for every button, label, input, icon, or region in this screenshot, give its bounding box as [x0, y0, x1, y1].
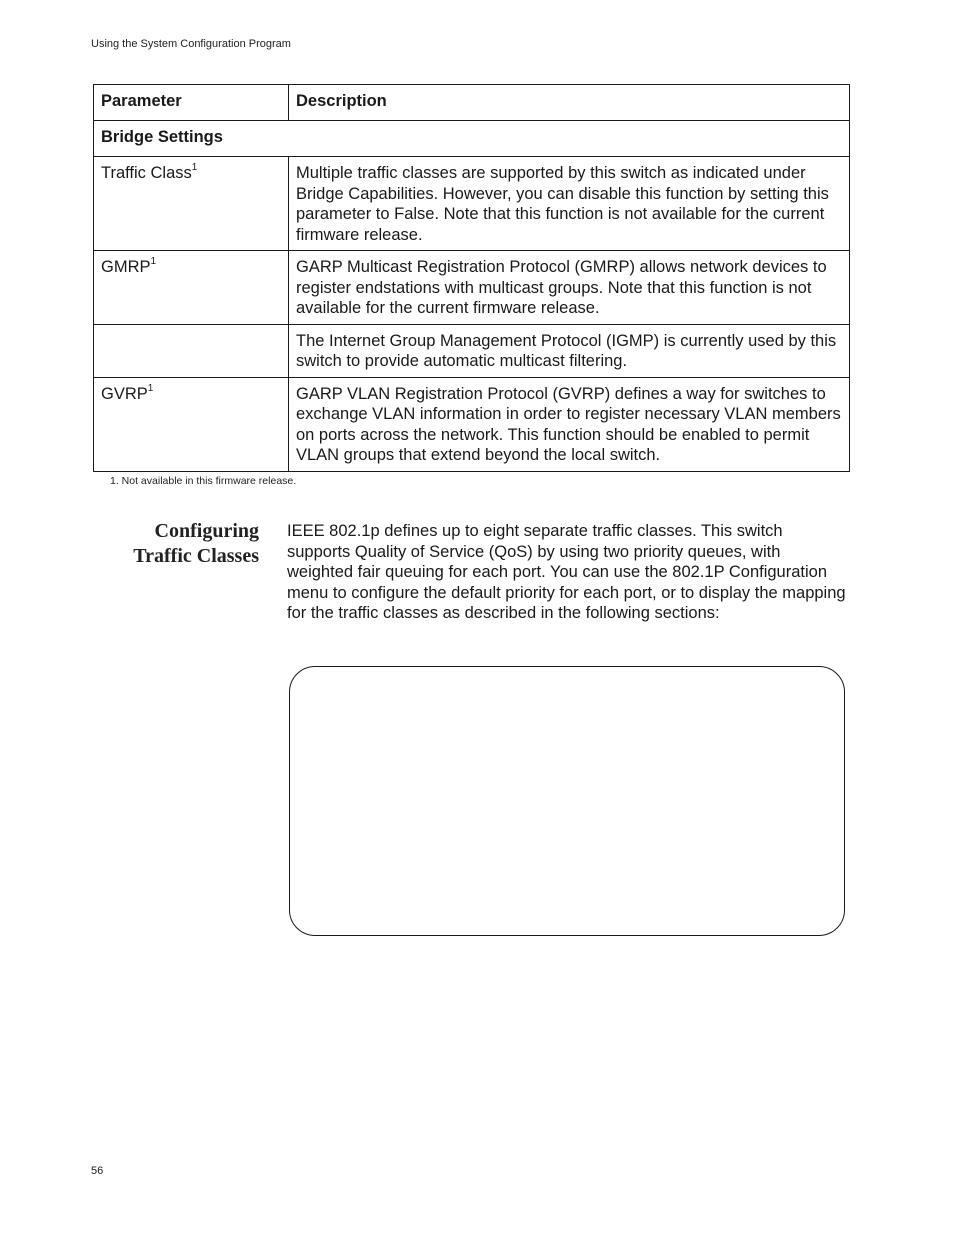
table-row — [94, 324, 850, 377]
param-cell — [94, 251, 289, 325]
table-row — [94, 251, 850, 325]
param-name: GVRP — [101, 384, 148, 403]
description-cell: The Internet Group Management Protocol (IGMP) is currently used by this switch to provide automatic multicast filtering. — [289, 324, 850, 377]
param-name: GMRP — [101, 258, 151, 276]
section-row — [94, 121, 850, 157]
column-header-parameter: Parameter — [94, 85, 289, 121]
description-cell: Multiple traffic classes are supported by this switch as indicated under Bridge Capabilities. However, you can disable this function by setting this parameter to False. Note that this function is not available for the current firmware release. — [289, 157, 850, 251]
section-body-text: IEEE 802.1p defines up to eight separate traffic classes. This switch supports Quality of Service (QoS) by using two priority queues, with weighted fair queuing for each port. You can use the 802.1P Configuration menu to configure the default priority for each port, or to display the mapping for the traffic classes as described in the following sections: — [287, 522, 846, 622]
section-label: Bridge Settings — [94, 121, 850, 157]
section-heading — [100, 519, 259, 569]
table-footnote: 1. Not available in this firmware release. — [110, 475, 297, 487]
page-number: 56 — [91, 1165, 104, 1177]
running-header: Using the System Configuration Program — [91, 38, 291, 50]
footnote-ref: 1 — [147, 382, 154, 394]
section-heading-line: Traffic Classes — [133, 545, 259, 567]
table-header-row — [94, 85, 850, 121]
footnote-ref: 1 — [150, 256, 157, 267]
parameter-table — [93, 84, 850, 472]
footnote-ref: 1 — [191, 162, 198, 173]
table-row — [94, 157, 850, 251]
screen-capture-frame — [289, 666, 845, 936]
param-cell — [94, 324, 289, 377]
param-cell — [94, 377, 289, 471]
description-cell: GARP Multicast Registration Protocol (GMRP) allows network devices to register endstations with multicast groups. Note that this function is not available for the current firmware release. — [289, 251, 850, 325]
column-header-description: Description — [289, 85, 850, 121]
section-heading-line: Configuring — [154, 520, 259, 542]
table-row — [94, 377, 850, 471]
param-name: Traffic Class — [101, 164, 192, 182]
description-cell: GARP VLAN Registration Protocol (GVRP) defines a way for switches to exchange VLAN information in order to register necessary VLAN members on ports across the network. This function should be enabled to permit VLAN groups that extend beyond the local switch. — [289, 377, 850, 471]
param-cell — [94, 157, 289, 251]
